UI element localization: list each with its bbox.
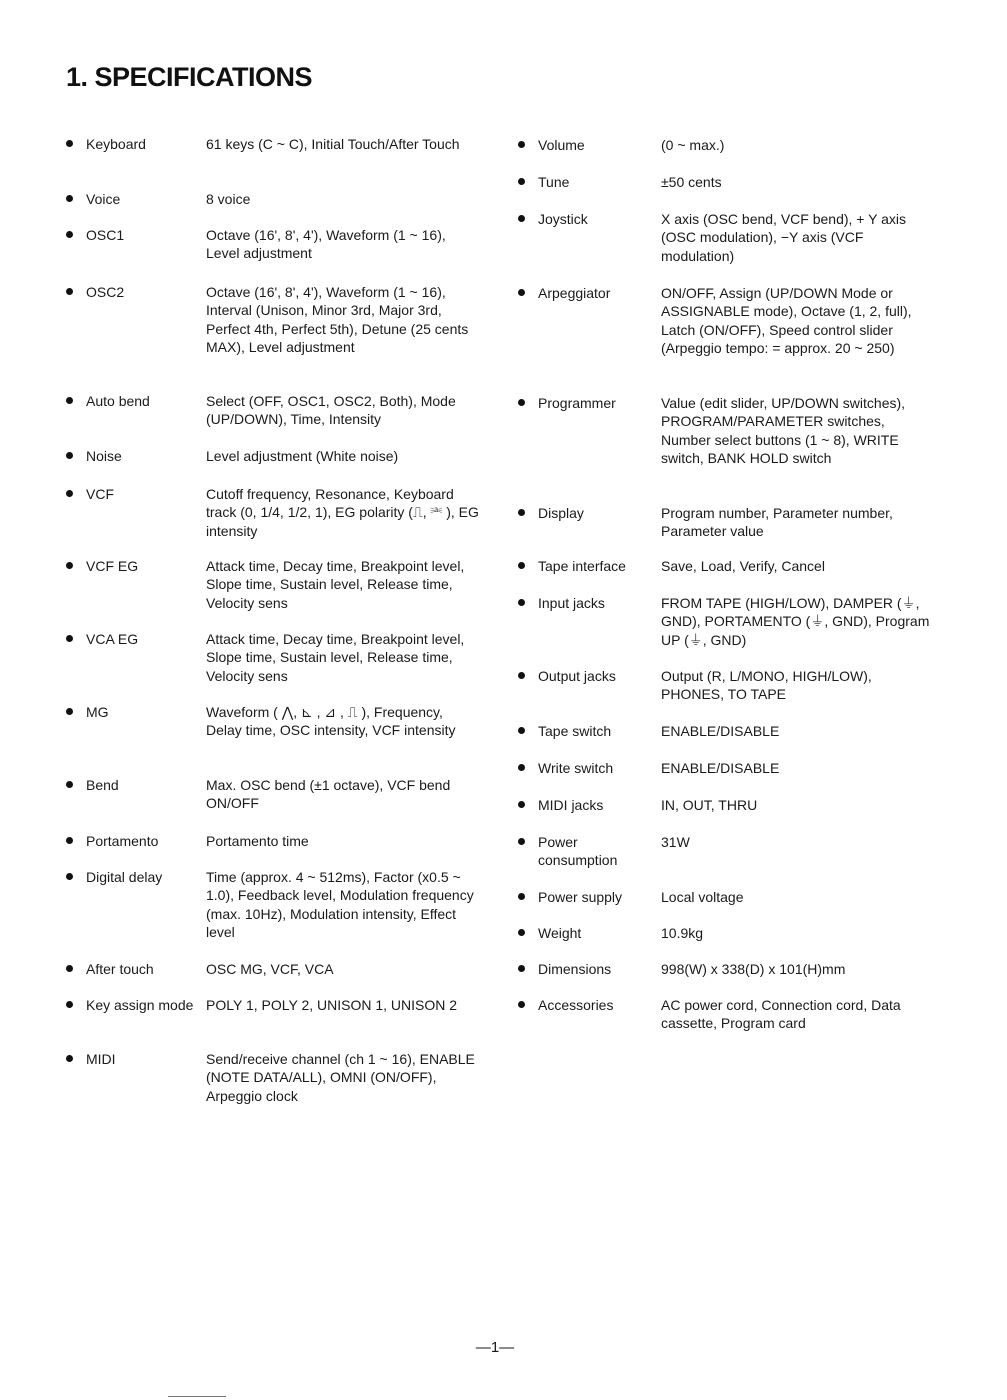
bullet-icon: [518, 141, 525, 148]
spec-name: Output jacks: [538, 668, 616, 684]
spec-name: OSC2: [86, 284, 125, 300]
spec-value: ±50 cents: [661, 174, 722, 190]
spec-name: Arpeggiator: [538, 285, 611, 301]
spec-value: 31W: [661, 834, 690, 850]
footer-rule: [168, 1396, 226, 1397]
spec-name: OSC1: [86, 227, 125, 243]
spec-name: Portamento: [86, 833, 159, 849]
bullet-icon: [518, 838, 525, 845]
spec-value: Output (R, L/MONO, HIGH/LOW), PHONES, TO TAPE: [661, 668, 872, 703]
bullet-icon: [518, 1001, 525, 1008]
spec-name: Tape switch: [538, 723, 612, 739]
bullet-icon: [66, 1055, 73, 1062]
spec-name: Accessories: [538, 997, 614, 1013]
spec-name: Keyboard: [86, 136, 146, 152]
spec-name: VCF: [86, 486, 114, 502]
bullet-icon: [66, 490, 73, 497]
bullet-icon: [518, 893, 525, 900]
spec-value: Select (OFF, OSC1, OSC2, Both), Mode (UP/DOWN), Time, Intensity: [206, 393, 456, 428]
bullet-icon: [518, 965, 525, 972]
spec-value: Send/receive channel (ch 1 ~ 16), ENABLE (NOTE DATA/ALL), OMNI (ON/OFF), Arpeggio clock: [206, 1051, 475, 1104]
spec-name: Key assign mode: [86, 997, 194, 1013]
spec-name: VCF EG: [86, 558, 139, 574]
spec-value: X axis (OSC bend, VCF bend), + Y axis (OSC modulation), −Y axis (VCF modulation): [661, 211, 906, 264]
spec-name: Input jacks: [538, 595, 605, 611]
spec-value: Attack time, Decay time, Breakpoint level, Slope time, Sustain level, Release time, Velocity sens: [206, 558, 465, 611]
spec-name: Programmer: [538, 395, 616, 411]
spec-name: MIDI: [86, 1051, 116, 1067]
spec-value: 61 keys (C ~ C), Initial Touch/After Touch: [206, 136, 460, 152]
bullet-icon: [66, 231, 73, 238]
spec-name: After touch: [86, 961, 154, 977]
spec-value: Octave (16', 8', 4'), Waveform (1 ~ 16), Interval (Unison, Minor 3rd, Major 3rd, Perfect 4th, Perfect 5th), Detune (25 cents MAX), Level adjustment: [206, 284, 469, 355]
spec-name: VCA EG: [86, 631, 139, 647]
bullet-icon: [66, 397, 73, 404]
page-title: 1. SPECIFICATIONS: [66, 62, 313, 92]
bullet-icon: [66, 452, 73, 459]
bullet-icon: [66, 195, 73, 202]
bullet-icon: [66, 837, 73, 844]
spec-value: 998(W) x 338(D) x 101(H)mm: [661, 961, 846, 977]
spec-value: Cutoff frequency, Resonance, Keyboard track (0, 1/4, 1/2, 1), EG polarity (⎍, ⎃ ), EG intensity: [206, 486, 479, 539]
spec-value: Waveform ( ⋀, ⊾ , ⊿ , ⎍ ), Frequency, Delay time, OSC intensity, VCF intensity: [206, 704, 456, 739]
bullet-icon: [66, 965, 73, 972]
bullet-icon: [66, 873, 73, 880]
spec-value: AC power cord, Connection cord, Data cassette, Program card: [661, 997, 901, 1032]
spec-name: Weight: [538, 925, 582, 941]
spec-name: Tune: [538, 174, 570, 190]
bullet-icon: [66, 1001, 73, 1008]
spec-value: ENABLE/DISABLE: [661, 723, 780, 739]
bullet-icon: [518, 509, 525, 516]
spec-value: Octave (16', 8', 4'), Waveform (1 ~ 16), Level adjustment: [206, 227, 446, 262]
spec-value: FROM TAPE (HIGH/LOW), DAMPER (⏚, GND), PORTAMENTO (⏚, GND), Program UP (⏚, GND): [661, 595, 930, 648]
spec-name: Voice: [86, 191, 121, 207]
bullet-icon: [66, 635, 73, 642]
spec-name: Bend: [86, 777, 119, 793]
spec-value: IN, OUT, THRU: [661, 797, 758, 813]
spec-name: Volume: [538, 137, 585, 153]
spec-value: POLY 1, POLY 2, UNISON 1, UNISON 2: [206, 997, 458, 1013]
spec-value: Program number, Parameter number, Parameter value: [661, 505, 893, 540]
spec-value: OSC MG, VCF, VCA: [206, 961, 334, 977]
page-number: —1—: [475, 1339, 515, 1356]
spec-name: Display: [538, 505, 584, 521]
bullet-icon: [518, 562, 525, 569]
spec-name: Digital delay: [86, 869, 163, 885]
spec-value: Value (edit slider, UP/DOWN switches), PROGRAM/PARAMETER switches, Number select buttons (1 ~ 8), WRITE switch, BANK HOLD switch: [661, 395, 906, 466]
spec-value: Save, Load, Verify, Cancel: [661, 558, 825, 574]
spec-value: ON/OFF, Assign (UP/DOWN Mode or ASSIGNABLE mode), Octave (1, 2, full), Latch (ON/OFF), Speed control slider (Arpeggio tempo: = approx. 20 ~ 250): [661, 285, 912, 356]
spec-value: 8 voice: [206, 191, 251, 207]
spec-name: Tape interface: [538, 558, 626, 574]
bullet-icon: [518, 178, 525, 185]
spec-name: Auto bend: [86, 393, 150, 409]
spec-value: Attack time, Decay time, Breakpoint level, Slope time, Sustain level, Release time, Velocity sens: [206, 631, 465, 684]
spec-name: Noise: [86, 448, 122, 464]
bullet-icon: [66, 140, 73, 147]
bullet-icon: [66, 562, 73, 569]
spec-name: Power supply: [538, 889, 623, 905]
bullet-icon: [518, 764, 525, 771]
bullet-icon: [518, 215, 525, 222]
spec-name: Joystick: [538, 211, 588, 227]
spec-value: Time (approx. 4 ~ 512ms), Factor (x0.5 ~ 1.0), Feedback level, Modulation frequency (max. 10Hz), Modulation intensity, Effect level: [206, 869, 474, 940]
spec-name: Dimensions: [538, 961, 612, 977]
spec-value: ENABLE/DISABLE: [661, 760, 780, 776]
spec-name: MG: [86, 704, 109, 720]
bullet-icon: [518, 727, 525, 734]
spec-name: Write switch: [538, 760, 614, 776]
bullet-icon: [66, 781, 73, 788]
spec-value: Local voltage: [661, 889, 744, 905]
spec-value: 10.9kg: [661, 925, 704, 941]
bullet-icon: [518, 599, 525, 606]
bullet-icon: [518, 801, 525, 808]
bullet-icon: [518, 399, 525, 406]
spec-value: Portamento time: [206, 833, 309, 849]
bullet-icon: [66, 288, 73, 295]
bullet-icon: [518, 672, 525, 679]
spec-name: Power consumption: [538, 834, 618, 869]
spec-value: (0 ~ max.): [661, 137, 725, 153]
bullet-icon: [518, 289, 525, 296]
spec-value: Max. OSC bend (±1 octave), VCF bend ON/OFF: [206, 777, 451, 812]
bullet-icon: [66, 708, 73, 715]
spec-value: Level adjustment (White noise): [206, 448, 399, 464]
spec-name: MIDI jacks: [538, 797, 604, 813]
bullet-icon: [518, 929, 525, 936]
